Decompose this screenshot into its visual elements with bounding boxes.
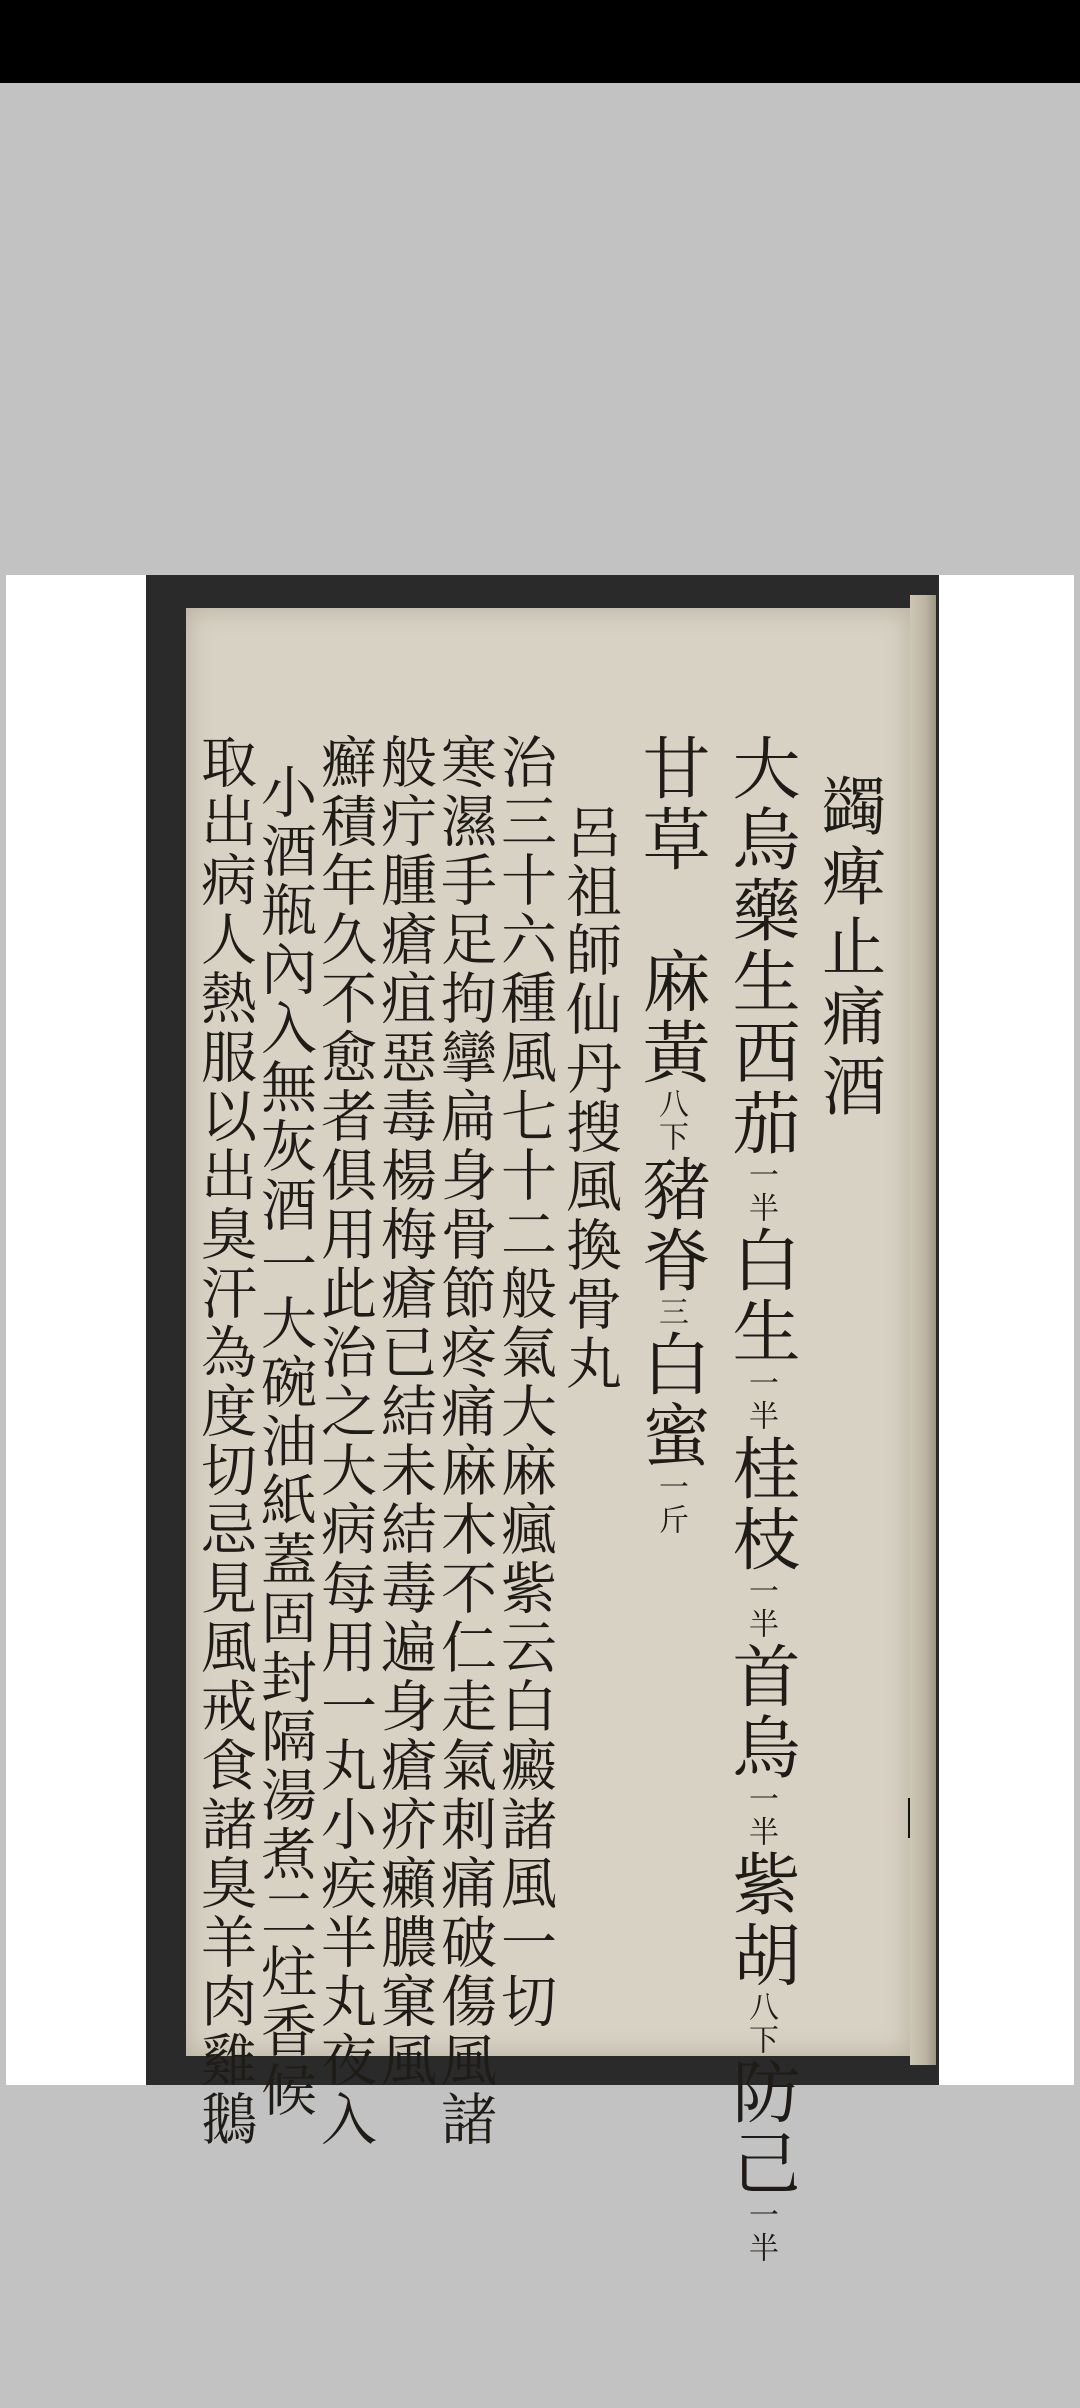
- body-line-5: 小酒瓶內入無灰酒一大碗油紙蓋固封隔湯煮二炷香候: [252, 763, 317, 2120]
- herb: 首烏: [721, 1641, 800, 1783]
- dose: 一斤: [653, 1471, 688, 1537]
- body-line-2: 寒濕手足拘攣扁身骨節疼痛麻木不仁走氣刺痛破傷風諸: [432, 733, 497, 2149]
- manuscript-page: [186, 608, 910, 2265]
- dose: 八下: [743, 1991, 778, 2057]
- manuscript-text: [192, 733, 885, 2265]
- photo: [6, 575, 1074, 2265]
- status-bar: [0, 0, 1080, 83]
- herb: 白蜜: [631, 1329, 710, 1471]
- herb: 豬脊: [631, 1154, 710, 1296]
- herb: 白生: [721, 1225, 800, 1367]
- herb: 甘草: [631, 733, 710, 875]
- dose: 一半: [743, 1367, 778, 1433]
- prescription-line-1: [721, 733, 800, 2265]
- body-line-4: 癬積年久不愈者俱用此治之大病每用一丸小疾半丸夜入: [312, 733, 377, 2149]
- body-line-3: 般疔腫瘡疽惡毒楊梅瘡已結未結毒遍身瘡疥癩膿窠風: [372, 733, 437, 2090]
- image-viewer[interactable]: [0, 83, 1080, 2408]
- section-subtitle: 呂祖師仙丹搜風換骨丸: [557, 803, 622, 1393]
- dose: 八下: [653, 1088, 688, 1154]
- dose: 一半: [743, 1575, 778, 1641]
- herb: 桂枝: [721, 1433, 800, 1575]
- herb: 麻黃: [631, 946, 710, 1088]
- book-cover: [146, 575, 939, 2265]
- dose: 一半: [743, 1159, 778, 1225]
- herb: 生西茄: [721, 946, 800, 1159]
- dose: 三: [653, 1296, 688, 1329]
- prescription-line-2: [631, 733, 710, 1537]
- dose: 一半: [743, 1783, 778, 1849]
- herb: 大烏藥: [721, 733, 800, 946]
- body-line-1: 治三十六種風七十二般氣大麻瘋紫云白癜諸風一切: [492, 733, 557, 2031]
- page-edge: [910, 595, 936, 2065]
- body-line-6: 取出病人熱服以出臭汗為度切忌見風戒食諸臭羊肉雞鵝: [192, 733, 257, 2149]
- herb: 防己: [721, 2057, 800, 2199]
- recipe-title: 蠲痺止痛酒: [811, 773, 885, 1123]
- herb: 紫胡: [721, 1849, 800, 1991]
- dose: 一半: [743, 2199, 778, 2265]
